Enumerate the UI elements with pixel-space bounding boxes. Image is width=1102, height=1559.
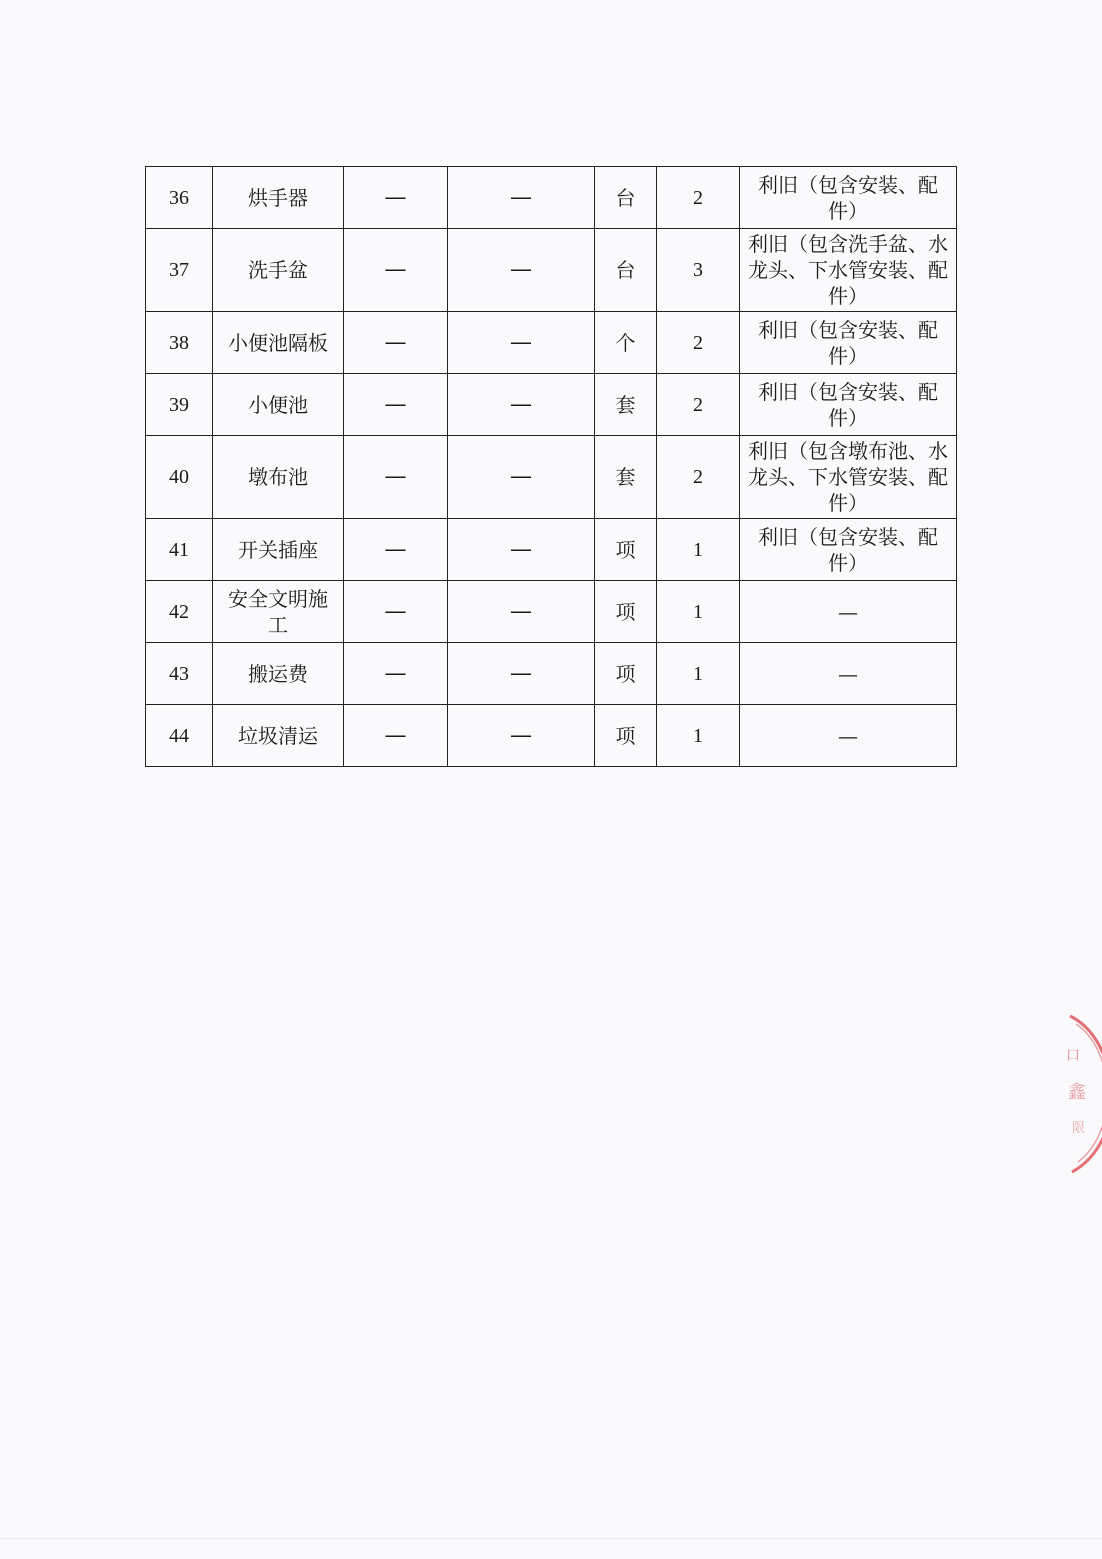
svg-text:口: 口 [1066,1048,1080,1064]
model-cell: — [448,705,595,767]
remark-cell: 利旧（包含安装、配件） [740,167,957,229]
quantity-cell: 1 [657,581,740,643]
row-number: 40 [146,436,213,519]
item-name: 小便池 [213,374,344,436]
spec-cell: — [344,436,448,519]
item-name: 墩布池 [213,436,344,519]
spec-cell: — [344,229,448,312]
spec-cell: — [344,519,448,581]
svg-text:限: 限 [1072,1121,1086,1136]
table-row [146,581,957,643]
table-row [146,519,957,581]
table-row [146,643,957,705]
unit-cell: 套 [595,436,657,519]
row-number: 37 [146,229,213,312]
table-row [146,436,957,519]
unit-cell: 项 [595,643,657,705]
quantity-cell: 2 [657,167,740,229]
remark-cell: 利旧（包含安装、配件） [740,374,957,436]
item-name: 垃圾清运 [213,705,344,767]
quantity-cell: 2 [657,312,740,374]
table-row [146,229,957,312]
table-row [146,705,957,767]
item-name: 搬运费 [213,643,344,705]
spec-cell: — [344,312,448,374]
unit-cell: 项 [595,581,657,643]
item-name: 安全文明施工 [213,581,344,643]
seal-stamp [1060,1010,1102,1180]
table-row [146,374,957,436]
unit-cell: 台 [595,167,657,229]
model-cell: — [448,519,595,581]
remark-cell: — [740,643,957,705]
model-cell: — [448,643,595,705]
model-cell: — [448,581,595,643]
item-table [145,166,957,767]
row-number: 36 [146,167,213,229]
unit-cell: 台 [595,229,657,312]
model-cell: — [448,436,595,519]
row-number: 44 [146,705,213,767]
spec-cell: — [344,581,448,643]
row-number: 42 [146,581,213,643]
table-row [146,312,957,374]
item-table-body [146,167,957,767]
scan-edge-line [0,1538,1102,1539]
remark-cell: — [740,581,957,643]
spec-cell: — [344,167,448,229]
item-name: 洗手盆 [213,229,344,312]
row-number: 38 [146,312,213,374]
item-name: 开关插座 [213,519,344,581]
spec-cell: — [344,374,448,436]
model-cell: — [448,312,595,374]
quantity-cell: 2 [657,374,740,436]
table-row [146,167,957,229]
quantity-cell: 1 [657,705,740,767]
remark-cell: 利旧（包含安装、配件） [740,312,957,374]
remark-cell: 利旧（包含洗手盆、水龙头、下水管安装、配件） [740,229,957,312]
quantity-cell: 1 [657,643,740,705]
quantity-cell: 1 [657,519,740,581]
remark-cell: 利旧（包含墩布池、水龙头、下水管安装、配件） [740,436,957,519]
spec-cell: — [344,643,448,705]
model-cell: — [448,374,595,436]
svg-text:鑫: 鑫 [1068,1082,1086,1103]
model-cell: — [448,229,595,312]
spec-cell: — [344,705,448,767]
unit-cell: 项 [595,705,657,767]
row-number: 39 [146,374,213,436]
quantity-cell: 3 [657,229,740,312]
quantity-cell: 2 [657,436,740,519]
unit-cell: 套 [595,374,657,436]
row-number: 43 [146,643,213,705]
remark-cell: 利旧（包含安装、配件） [740,519,957,581]
row-number: 41 [146,519,213,581]
item-name: 小便池隔板 [213,312,344,374]
remark-cell: — [740,705,957,767]
unit-cell: 项 [595,519,657,581]
item-name: 烘手器 [213,167,344,229]
unit-cell: 个 [595,312,657,374]
model-cell: — [448,167,595,229]
